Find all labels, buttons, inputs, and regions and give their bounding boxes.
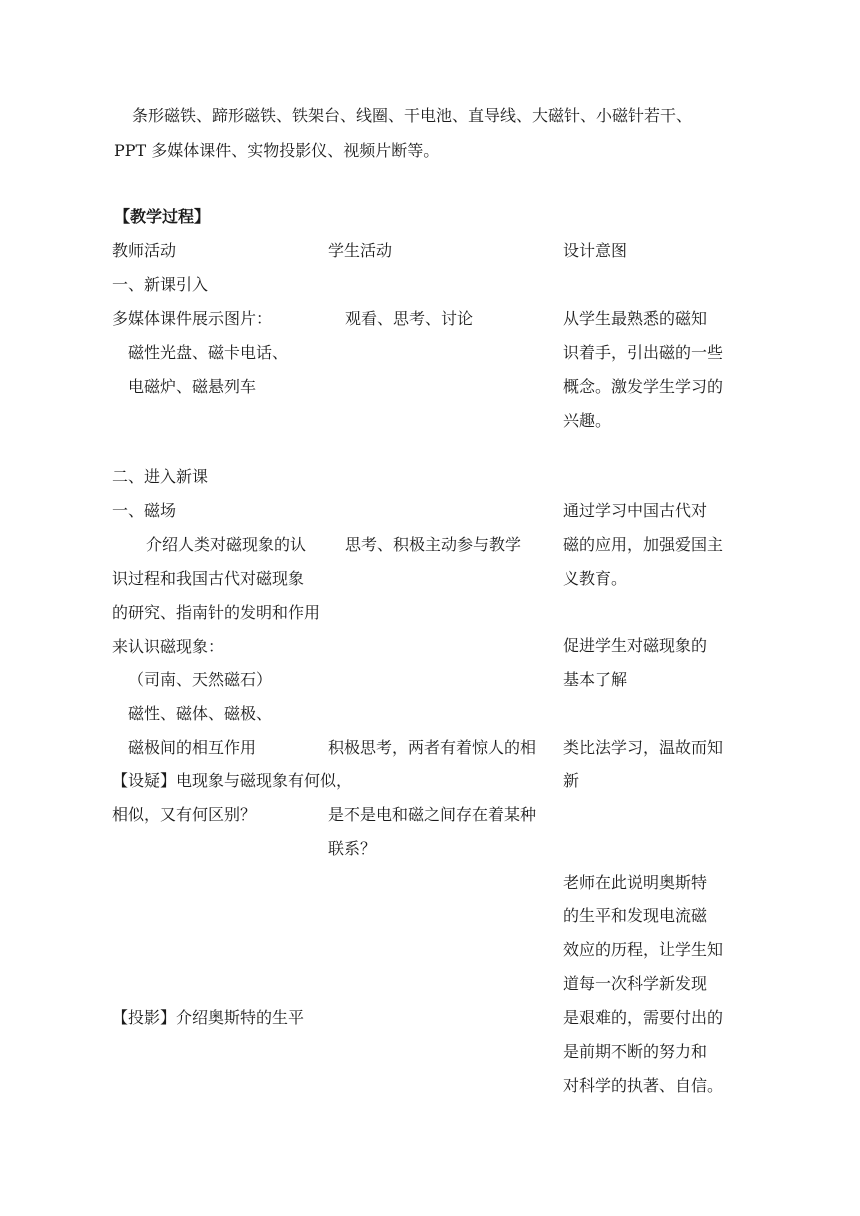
part2-intent-line: 是艰难的，需要付出的 bbox=[563, 1008, 724, 1027]
part2-teacher-line: 【设疑】电现象与磁现象有何似， bbox=[112, 771, 353, 790]
part2-heading: 二、进入新课 bbox=[112, 467, 209, 486]
part1-teacher-line: 电磁炉、磁悬列车 bbox=[128, 377, 257, 396]
part2-teacher-line: 相似，又有何区别？ bbox=[112, 805, 257, 824]
part2-intent-line: 老师在此说明奥斯特 bbox=[563, 873, 708, 892]
part2-teacher-line: 磁极间的相互作用 bbox=[128, 738, 257, 757]
part2-intent-line: 促进学生对磁现象的 bbox=[563, 636, 708, 655]
part1-student-line: 观看、思考、讨论 bbox=[345, 309, 474, 328]
part1-teacher-line: 多媒体课件展示图片： bbox=[112, 309, 273, 328]
part2-intent-line: 是前期不断的努力和 bbox=[563, 1042, 708, 1061]
part2-teacher-line: 识过程和我国古代对磁现象 bbox=[112, 569, 305, 588]
column-header-teacher: 教师活动 bbox=[112, 241, 177, 260]
part1-teacher-line: 磁性光盘、磁卡电话、 bbox=[128, 343, 289, 362]
part2-intent-line: 通过学习中国古代对 bbox=[563, 501, 708, 520]
part2-intent-line: 磁的应用，加强爱国主 bbox=[563, 535, 724, 554]
part2-teacher-line: 介绍人类对磁现象的认 bbox=[146, 535, 307, 554]
part2-intent-line: 的生平和发现电流磁 bbox=[563, 906, 708, 925]
part1-heading: 一、新课引入 bbox=[112, 275, 209, 294]
part2-student-line: 思考、积极主动参与教学 bbox=[345, 535, 522, 554]
part2-student-line: 积极思考，两者有着惊人的相 bbox=[328, 738, 537, 757]
part2-intent-line: 类比法学习，温故而知 bbox=[563, 738, 724, 757]
part2-teacher-line: 【投影】介绍奥斯特的生平 bbox=[112, 1008, 305, 1027]
materials-line-2: PPT 多媒体课件、实物投影仪、视频片断等。 bbox=[114, 141, 440, 160]
column-header-intent: 设计意图 bbox=[563, 241, 628, 260]
part2-intent-line: 道每一次科学新发现 bbox=[563, 974, 708, 993]
materials-line-1: 条形磁铁、蹄形磁铁、铁架台、线圈、干电池、直导线、大磁针、小磁针若干、 bbox=[132, 106, 693, 125]
part1-intent-line: 从学生最熟悉的磁知 bbox=[563, 309, 708, 328]
part2-student-line: 是不是电和磁之间存在着某种 bbox=[328, 805, 537, 824]
part1-intent-line: 识着手，引出磁的一些 bbox=[563, 343, 724, 362]
part2-teacher-line: 来认识磁现象： bbox=[112, 637, 225, 656]
column-header-student: 学生活动 bbox=[328, 241, 393, 260]
part2-intent-line: 基本了解 bbox=[563, 670, 628, 689]
part2-student-line: 联系？ bbox=[328, 839, 377, 858]
part2-sub-heading: 一、磁场 bbox=[112, 501, 177, 520]
part1-intent-line: 兴趣。 bbox=[563, 411, 612, 430]
part2-teacher-line: 的研究、指南针的发明和作用 bbox=[112, 603, 321, 622]
part2-intent-line: 义教育。 bbox=[563, 569, 628, 588]
part1-intent-line: 概念。激发学生学习的 bbox=[563, 377, 724, 396]
part2-intent-line: 新 bbox=[563, 771, 580, 790]
part2-intent-line: 对科学的执著、自信。 bbox=[563, 1076, 724, 1095]
part2-teacher-line: （司南、天然磁石） bbox=[128, 670, 273, 689]
part2-intent-line: 效应的历程，让学生知 bbox=[563, 940, 724, 959]
part2-teacher-line: 磁性、磁体、磁极、 bbox=[128, 704, 273, 723]
section-title: 【教学过程】 bbox=[114, 207, 211, 226]
